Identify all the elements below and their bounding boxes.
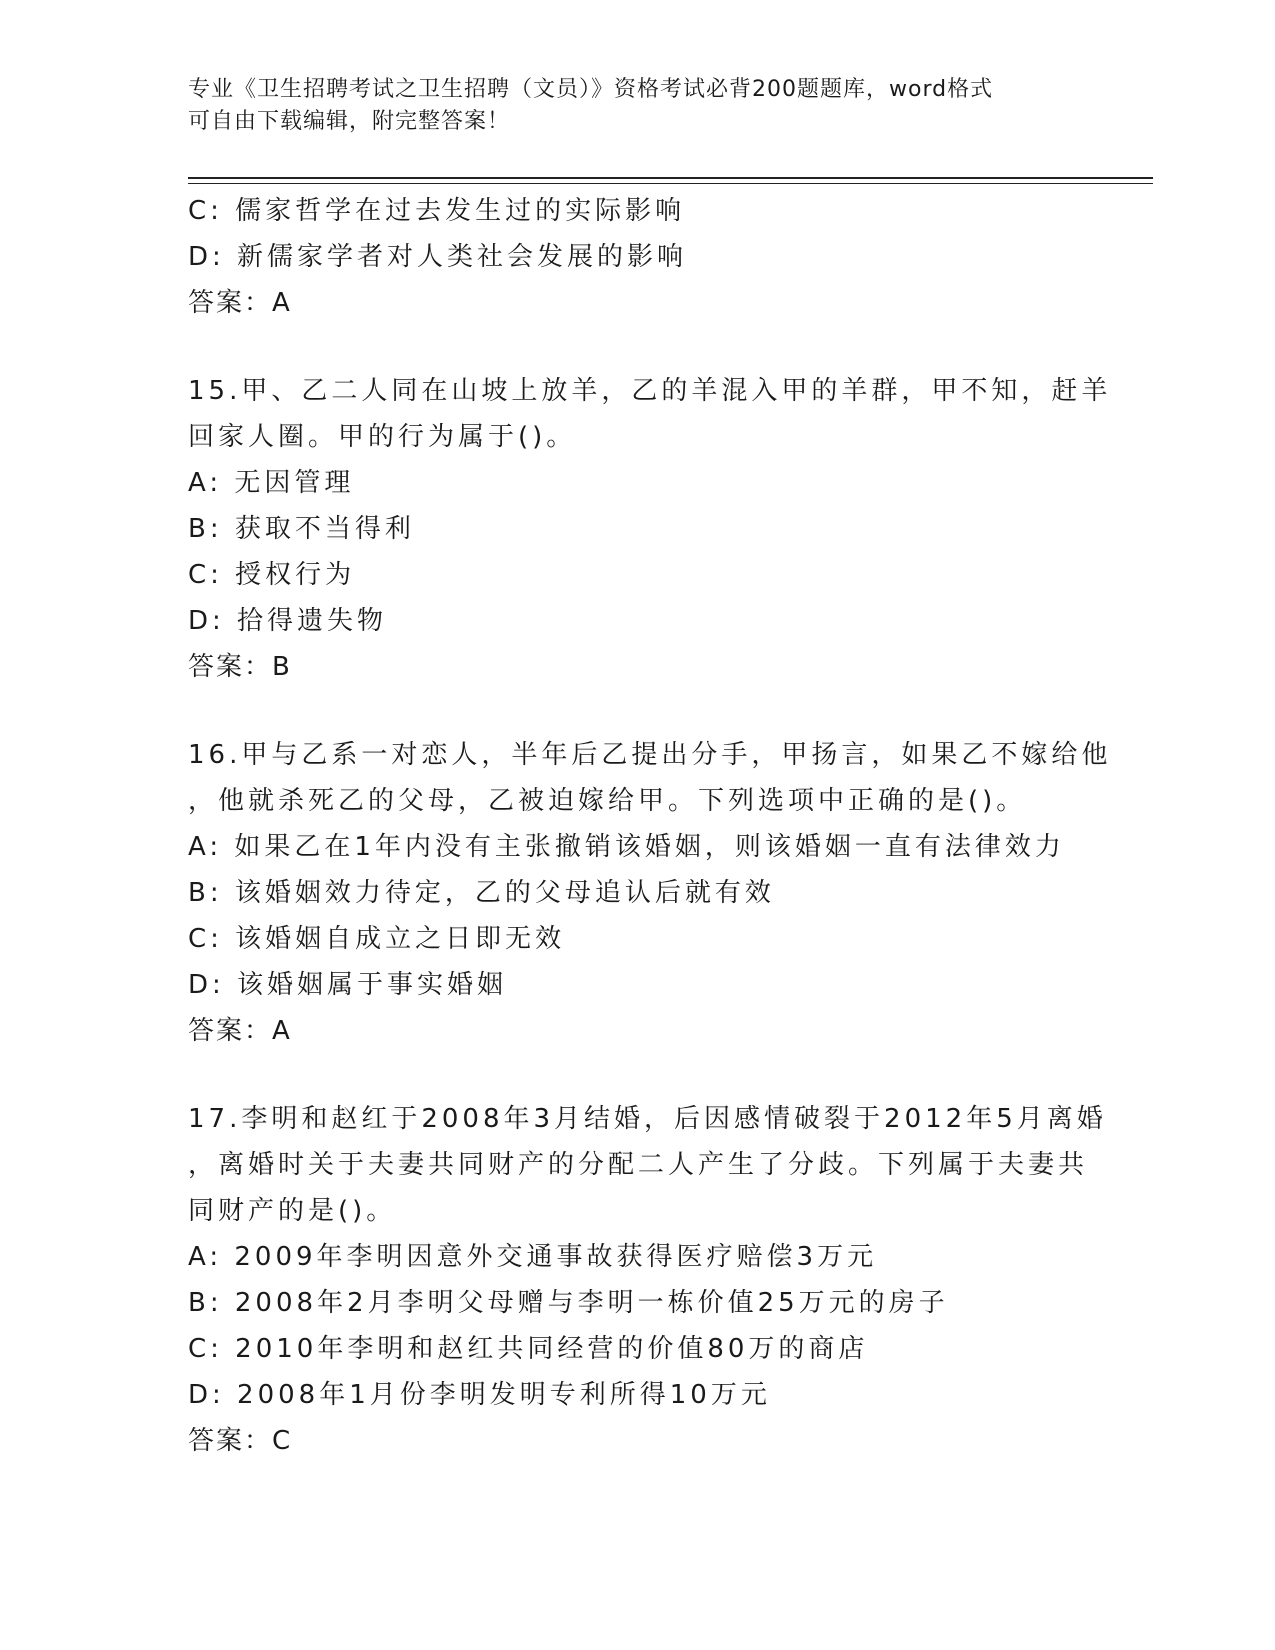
question-text-line: 16.甲与乙系一对恋人，半年后乙提出分手，甲扬言，如果乙不嫁给他 <box>188 740 1112 770</box>
option-c: C: 该婚姻自成立之日即无效 <box>188 924 566 954</box>
answer-line: 答案：A <box>188 1016 292 1046</box>
question-16 <box>188 732 1112 1054</box>
header-divider-thick <box>188 177 1153 179</box>
question-text-line: 17.李明和赵红于2008年3月结婚，后因感情破裂于2012年5月离婚 <box>188 1104 1107 1134</box>
previous-question-tail <box>188 188 1088 326</box>
header-line-1: 专业《卫生招聘考试之卫生招聘（文员）》资格考试必背200题题库，word格式 <box>188 77 994 102</box>
option-a: A: 如果乙在1年内没有主张撤销该婚姻，则该婚姻一直有法律效力 <box>188 832 1065 862</box>
option-a: A: 无因管理 <box>188 468 355 498</box>
answer-line: 答案：A <box>188 288 292 318</box>
spacer <box>188 690 1088 732</box>
option-c: C: 授权行为 <box>188 560 356 590</box>
question-text-line: 回家人圈。甲的行为属于()。 <box>188 422 577 452</box>
header-divider-thin <box>188 183 1153 184</box>
spacer <box>188 326 1088 368</box>
question-17 <box>188 1096 1107 1464</box>
option-b: B: 2008年2月李明父母赠与李明一栋价值25万元的房子 <box>188 1288 949 1318</box>
question-text-line: 同财产的是()。 <box>188 1196 397 1226</box>
answer-line: 答案：B <box>188 652 292 682</box>
document-body <box>188 188 1112 1464</box>
option-b: B: 获取不当得利 <box>188 514 415 544</box>
option-d: D: 拾得遗失物 <box>188 606 388 636</box>
question-text-line: ，离婚时关于夫妻共同财产的分配二人产生了分歧。下列属于夫妻共 <box>188 1150 1089 1180</box>
answer-line: 答案：C <box>188 1426 293 1456</box>
header-line-2: 可自由下载编辑，附完整答案！ <box>188 109 511 134</box>
question-text-line: ，他就杀死乙的父母，乙被迫嫁给甲。下列选项中正确的是()。 <box>188 786 1027 816</box>
option-d: D: 2008年1月份李明发明专利所得10万元 <box>188 1380 771 1410</box>
option-b: B: 该婚姻效力待定，乙的父母追认后就有效 <box>188 878 775 908</box>
question-text-line: 15.甲、乙二人同在山坡上放羊，乙的羊混入甲的羊群，甲不知，赶羊 <box>188 376 1112 406</box>
option-d: D: 该婚姻属于事实婚姻 <box>188 970 508 1000</box>
document-header <box>188 74 1068 138</box>
option-a: A: 2009年李明因意外交通事故获得医疗赔偿3万元 <box>188 1242 878 1272</box>
option-c: C: 儒家哲学在过去发生过的实际影响 <box>188 196 686 226</box>
question-15 <box>188 368 1112 690</box>
spacer <box>188 1054 1088 1096</box>
option-c: C: 2010年李明和赵红共同经营的价值80万的商店 <box>188 1334 869 1364</box>
option-d: D: 新儒家学者对人类社会发展的影响 <box>188 242 688 272</box>
